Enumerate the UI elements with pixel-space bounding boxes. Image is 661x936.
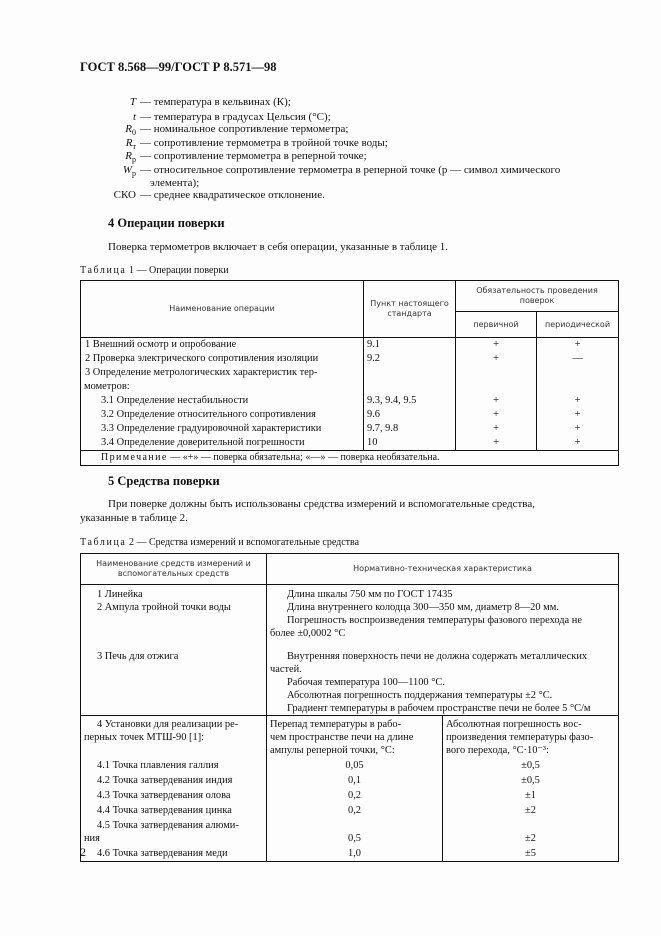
table-row: 3 Печь для отжига Внутренняя поверхность печи не должна содержать металлических частей. Рабочая температура 100—1100 °С. Абсолютная погрешность поддержания температуры ±2 °С. Градиент температуры в рабочем пространстве печи не более 5 °С/м [81,640,619,716]
definition-symbol: W [122,164,132,176]
table-row: 3 Определение метрологических характеристик тер- [81,366,619,380]
column-header-mandatory: Обязательность проведения поверок [456,281,619,312]
table-row: 4 Установки для реализации ре- перных точек МТШ-90 [1]: Перепад температуры в рабо- чем пространстве печи на длине ампулы реперной точки, °С: Абсолютная погрешность вос- произведения температуры фазо- вого перехода, °С·10⁻³: [81,716,619,758]
definition-symbol: R [125,137,133,149]
table-row: 4.3 Точка затвердевания олова 0,2 ±1 [81,787,619,802]
definition-symbol: t [132,111,136,123]
definition-symbol: R [125,123,132,135]
definition-text: — температура в градусах Цельсия (°С); [140,111,331,123]
definition-text: — среднее квадратическое отклонение. [140,189,325,201]
table-row: 4.4 Точка затвердевания цинка 0,2 ±2 [81,802,619,817]
operations-table [80,280,619,466]
column-header-instrument: Наименование средств измерений и вспомогательных средств [81,554,267,585]
definition-text: — относительное сопротивление термометра в реперной точке (р — символ химического [140,164,561,176]
table-row: 1 Линейка Длина шкалы 750 мм по ГОСТ 17435 [81,585,619,602]
definition-text: — сопротивление термометра в реперной точке; [140,150,367,162]
document-header: ГОСТ 8.568—99/ГОСТ Р 8.571—98 [80,60,277,74]
table-row: 3.2 Определение относительного сопротивления 9.6 + + [81,408,619,422]
table-row: 4.6 Точка затвердевания меди 1,0 ±5 [81,845,619,862]
table-row: мометров: [81,380,619,394]
table-row: 3.1 Определение нестабильности 9.3, 9.4, 9.5 + + [81,394,619,408]
column-header-clause: Пункт настоящего стандарта [364,281,456,338]
column-header-specification: Нормативно-техническая характеристика [267,554,619,585]
section-5-heading: 5 Средства поверки [108,474,220,488]
section-4-heading: 4 Операции поверки [108,216,225,230]
table-row: 4.1 Точка плавления галлия 0,05 ±0,5 [81,757,619,772]
column-header-periodic: периодической [537,312,619,338]
table-row: 1 Внешний осмотр и опробование 9.1 + + [81,338,619,353]
table-row: 4.5 Точка затвердевания алюми- ния 0,5 ±2 [81,817,619,845]
table-2-caption: Таблица 2 — Средства измерений и вспомогательные средства [80,537,360,548]
column-header-operation: Наименование операции [81,281,364,338]
definition-text: элемента); [150,177,200,189]
definition-subscript: 0 [132,128,136,138]
column-header-primary: первичной [456,312,537,338]
table-row: 2 Ампула тройной точки воды Длина внутреннего колодца 300—350 мм, диаметр 8—20 мм. Погрешность воспроизведения температуры фазового перехода не более ±0,0002 °С [81,601,619,640]
table-1-caption: Таблица 1 — Операции поверки [80,265,229,276]
section-4-paragraph: Поверка термометров включает в себя операции, указанные в таблице 1. [108,241,449,253]
table-row: 4.2 Точка затвердевания индия 0,1 ±0,5 [81,772,619,787]
page-number: 2 [80,845,86,859]
definition-symbol: R [125,150,132,162]
table-row: 3.3 Определение градуировочной характеристики 9.7, 9.8 + + [81,422,619,436]
instruments-table [80,553,619,862]
definition-text: — номинальное сопротивление термометра; [140,123,349,135]
definition-subscript: т [132,142,136,152]
section-5-paragraph-line2: указанные в таблице 2. [80,512,188,524]
definition-symbol: СКО [113,189,136,201]
table-row: 2 Проверка электрического сопротивления изоляции 9.2 + — [81,352,619,366]
definition-text: — температура в кельвинах (К); [140,96,291,108]
table-note: Примечание — «+» — поверка обязательна; «—» — поверка необязательна. [81,451,619,466]
table-row: 3.4 Определение доверительной погрешности 10 + + [81,436,619,451]
definition-subscript: р [132,169,136,179]
section-5-paragraph-line1: При поверке должны быть использованы средства измерений и вспомогательные средства, [108,498,535,510]
definition-subscript: р [132,155,136,165]
definition-symbol: T [129,96,136,108]
definition-text: — сопротивление термометра в тройной точке воды; [140,137,388,149]
